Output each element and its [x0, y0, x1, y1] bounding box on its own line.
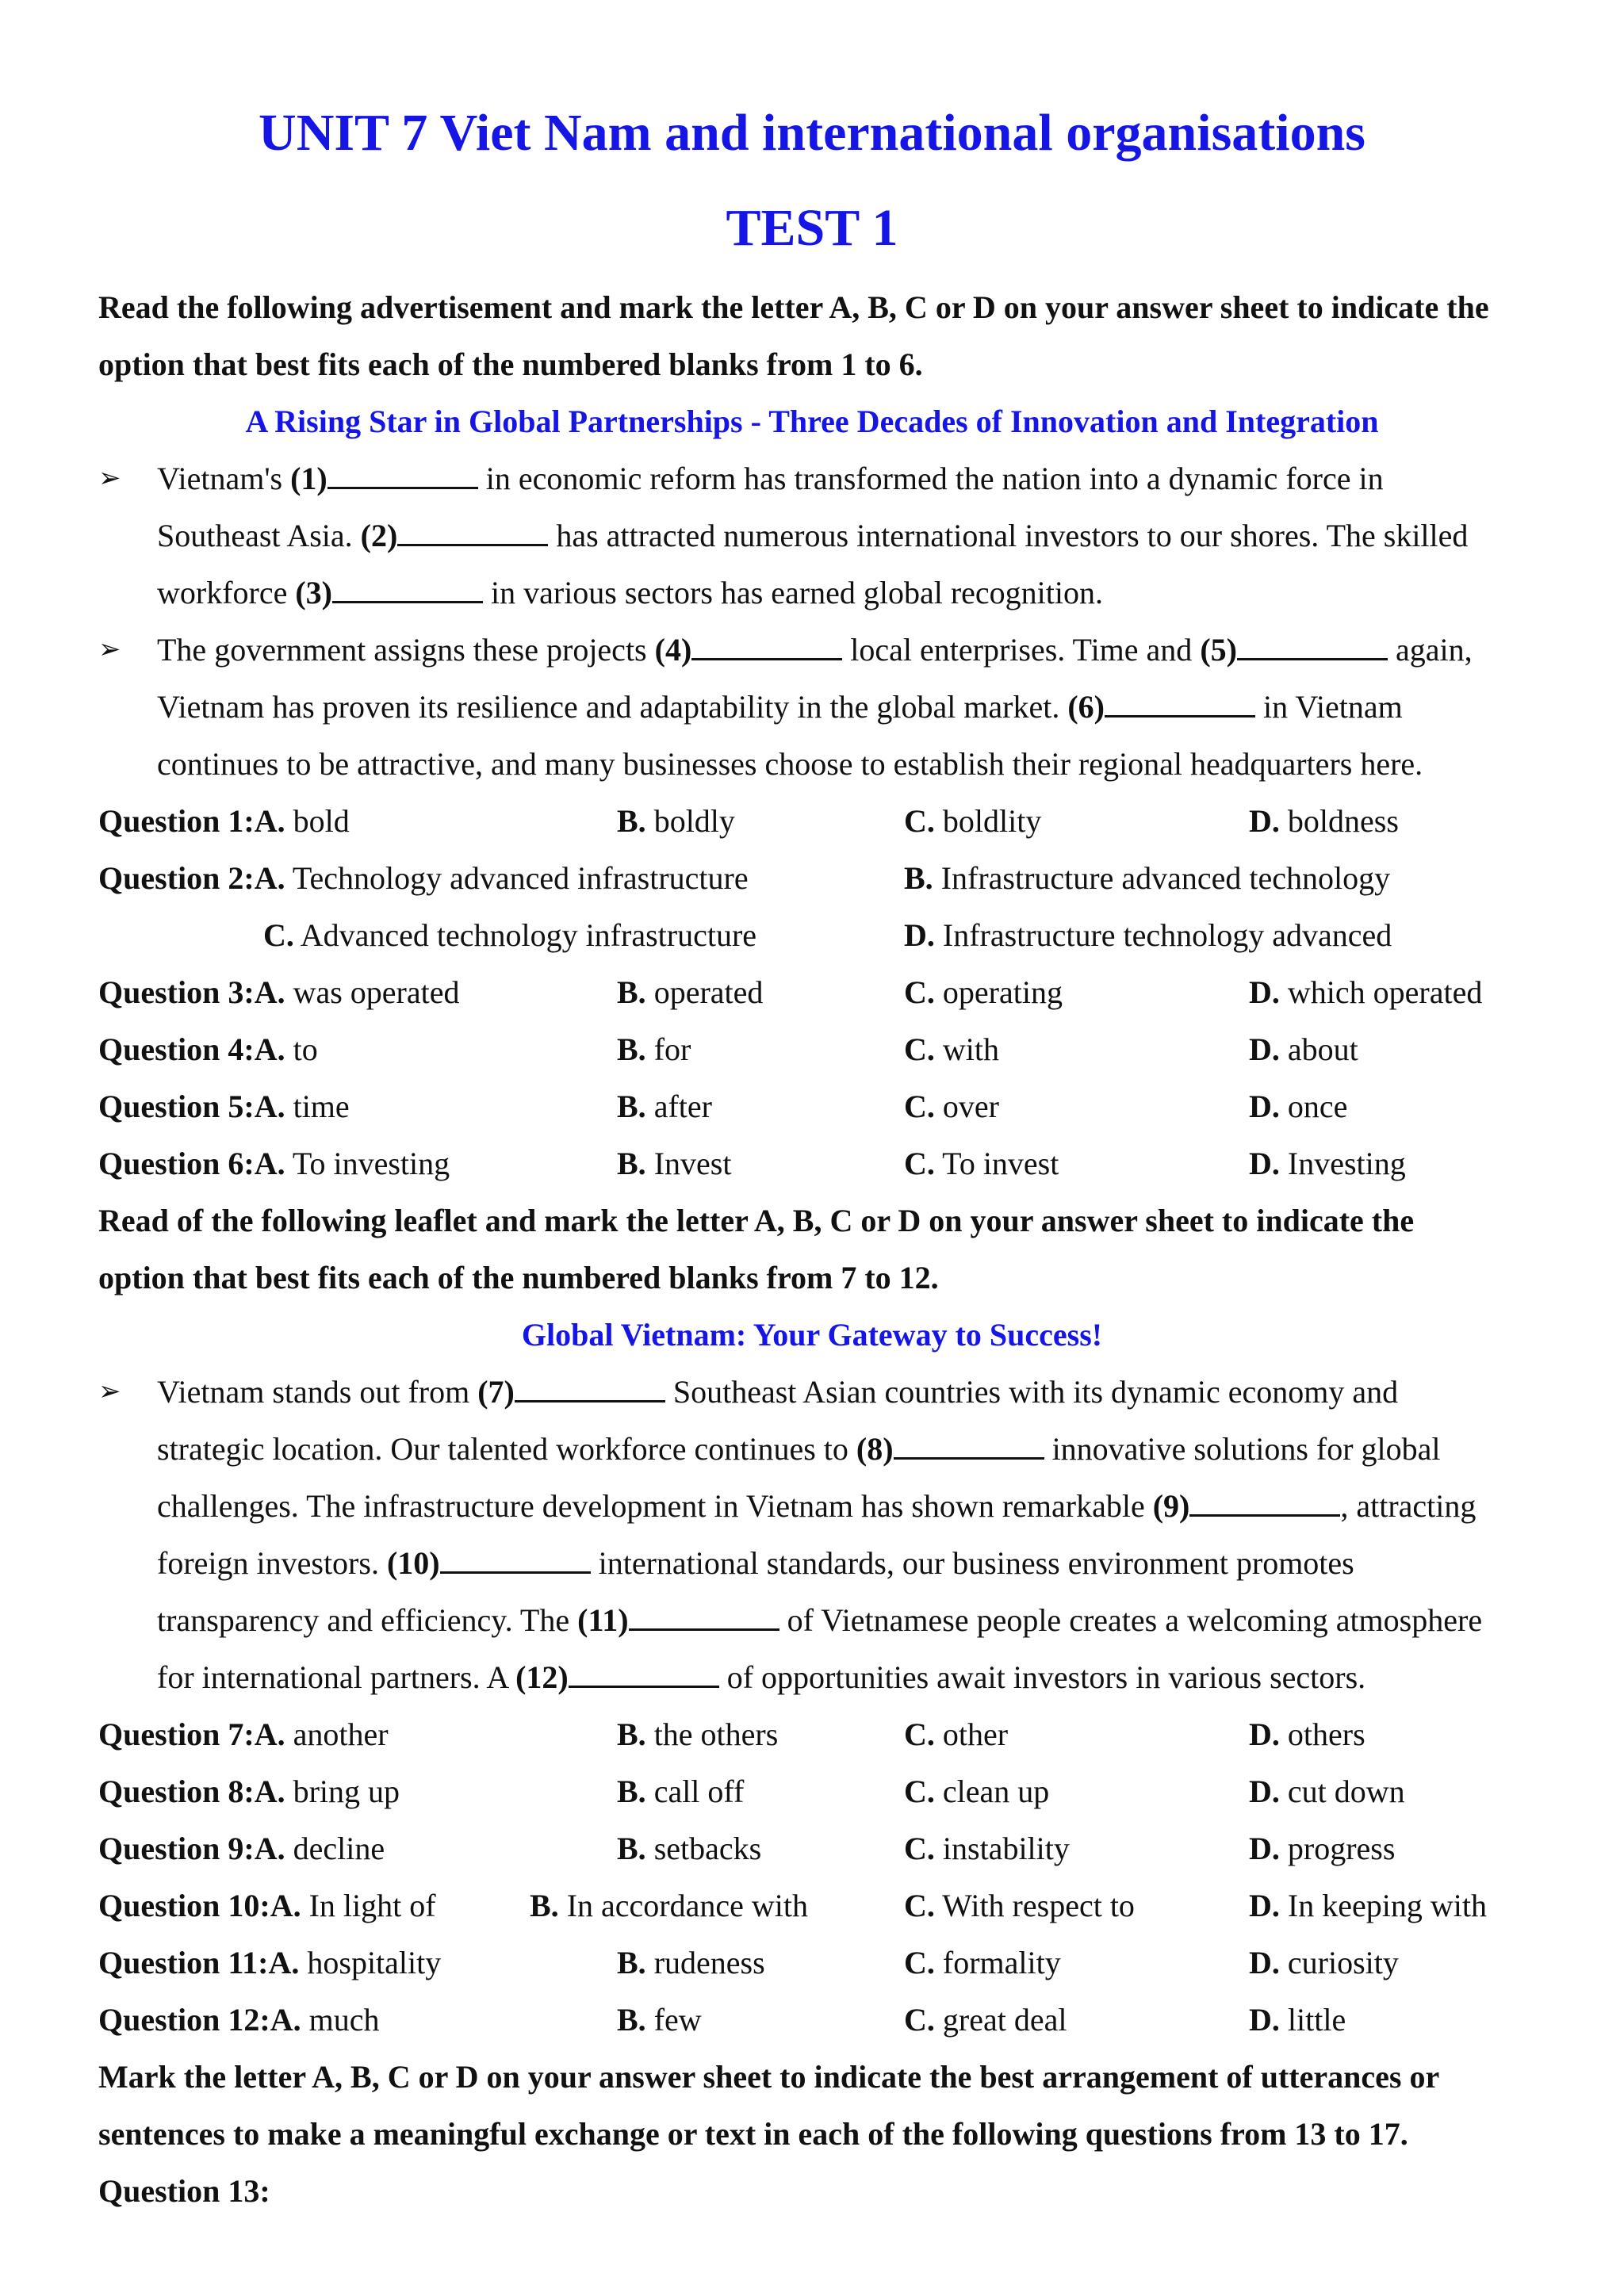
ad-paragraph1-line2: Southeast Asia. (2) has attracted numerous international investors to our shores. The skilled [157, 518, 1469, 553]
blank-11 [629, 1601, 779, 1631]
question-3-option-c[interactable]: C. operating [904, 974, 1063, 1010]
ad-paragraph1-line3: workforce (3) in various sectors has earned global recognition. [157, 575, 1103, 610]
advertisement-heading: A Rising Star in Global Partnerships - Three Decades of Innovation and Integration [245, 404, 1379, 439]
question-2-option-d[interactable]: D. Infrastructure technology advanced [904, 917, 1392, 953]
leaflet-heading: Global Vietnam: Your Gateway to Success! [521, 1317, 1103, 1353]
section1-instruction-line2: option that best fits each of the numbered blanks from 1 to 6. [98, 346, 923, 382]
question-8-option-c[interactable]: C. clean up [904, 1774, 1050, 1809]
question-5-option-b[interactable]: B. after [617, 1089, 712, 1124]
question-9-option-c[interactable]: C. instability [904, 1831, 1070, 1866]
question-5-option-a[interactable]: Question 5:A. time [98, 1089, 350, 1124]
question-9-option-b[interactable]: B. setbacks [617, 1831, 762, 1866]
leaflet-line2: strategic location. Our talented workforce continues to (8) innovative solutions for global [157, 1431, 1441, 1467]
question-7-option-a[interactable]: Question 7:A. another [98, 1716, 389, 1752]
question-4-option-b[interactable]: B. for [617, 1031, 691, 1067]
bullet-arrow-icon: ➢ [98, 635, 121, 664]
question-11-option-b[interactable]: B. rudeness [617, 1945, 765, 1980]
question-9-option-d[interactable]: D. progress [1249, 1831, 1396, 1866]
question-12-option-d[interactable]: D. little [1249, 2002, 1346, 2038]
question-5-option-d[interactable]: D. once [1249, 1089, 1348, 1124]
question-7-option-b[interactable]: B. the others [617, 1716, 779, 1752]
page-title: UNIT 7 Viet Nam and international organisations [259, 104, 1365, 162]
question-2-option-a[interactable]: Question 2:A. Technology advanced infrastructure [98, 860, 749, 896]
bullet-arrow-icon: ➢ [98, 464, 121, 493]
section3-instruction-line1: Mark the letter A, B, C or D on your answer sheet to indicate the best arrangement of utterances or [98, 2059, 1440, 2095]
ad-paragraph2-line3: continues to be attractive, and many businesses choose to establish their regional headquarters here. [157, 746, 1423, 782]
question-1-option-a[interactable]: Question 1:A. bold [98, 803, 350, 839]
question-1-option-d[interactable]: D. boldness [1249, 803, 1399, 839]
leaflet-line1: Vietnam stands out from (7) Southeast Asian countries with its dynamic economy and [157, 1374, 1399, 1410]
question-12-option-a[interactable]: Question 12:A. much [98, 2002, 380, 2038]
question-2-option-c[interactable]: C. Advanced technology infrastructure [263, 917, 757, 953]
blank-4 [691, 631, 842, 660]
blank-9 [1189, 1487, 1340, 1517]
leaflet-line4: foreign investors. (10) international standards, our business environment promotes [157, 1545, 1354, 1581]
question-4-option-a[interactable]: Question 4:A. to [98, 1031, 318, 1067]
leaflet-line3: challenges. The infrastructure development in Vietnam has shown remarkable (9) , attracting [157, 1488, 1477, 1524]
question-8-option-a[interactable]: Question 8:A. bring up [98, 1774, 400, 1809]
blank-8 [894, 1430, 1044, 1460]
question-4-option-d[interactable]: D. about [1249, 1031, 1358, 1067]
blank-12 [569, 1659, 719, 1688]
question-10-option-b[interactable]: B. In accordance with [530, 1888, 808, 1923]
leaflet-line5: transparency and efficiency. The (11) of Vietnamese people creates a welcoming atmosphere [157, 1602, 1483, 1638]
question-9-option-a[interactable]: Question 9:A. decline [98, 1831, 385, 1866]
test-number: TEST 1 [726, 199, 898, 257]
question-8-option-d[interactable]: D. cut down [1249, 1774, 1405, 1809]
blank-1 [327, 460, 478, 489]
ad-paragraph2-line2: Vietnam has proven its resilience and adaptability in the global market. (6) in Vietnam [157, 689, 1403, 725]
question-3-option-b[interactable]: B. operated [617, 974, 764, 1010]
question-10-option-c[interactable]: C. With respect to [904, 1888, 1135, 1923]
blank-7 [515, 1373, 665, 1402]
question-5-option-c[interactable]: C. over [904, 1089, 999, 1124]
section3-instruction-line2: sentences to make a meaningful exchange or text in each of the following questions from 13 to 17. [98, 2116, 1408, 2152]
blank-3 [332, 574, 483, 603]
question-4-option-c[interactable]: C. with [904, 1031, 1000, 1067]
question-3-option-d[interactable]: D. which operated [1249, 974, 1483, 1010]
question-6-option-a[interactable]: Question 6:A. To investing [98, 1146, 450, 1181]
blank-5 [1237, 631, 1388, 660]
bullet-arrow-icon: ➢ [98, 1377, 121, 1406]
blank-2 [397, 517, 548, 546]
question-6-option-b[interactable]: B. Invest [617, 1146, 732, 1181]
question-1-option-b[interactable]: B. boldly [617, 803, 735, 839]
ad-paragraph1-line1: Vietnam's (1) in economic reform has transformed the nation into a dynamic force in [157, 461, 1384, 496]
blank-6 [1105, 688, 1255, 718]
question-8-option-b[interactable]: B. call off [617, 1774, 745, 1809]
question-6-option-d[interactable]: D. Investing [1249, 1146, 1406, 1181]
question-11-option-d[interactable]: D. curiosity [1249, 1945, 1399, 1980]
question-3-option-a[interactable]: Question 3:A. was operated [98, 974, 460, 1010]
question-10-option-a[interactable]: Question 10:A. In light of [98, 1888, 436, 1923]
question-2-option-b[interactable]: B. Infrastructure advanced technology [904, 860, 1391, 896]
question-11-option-c[interactable]: C. formality [904, 1945, 1061, 1980]
question-13-label: Question 13: [98, 2173, 270, 2209]
question-10-option-d[interactable]: D. In keeping with [1249, 1888, 1487, 1923]
question-1-option-c[interactable]: C. boldlity [904, 803, 1042, 839]
question-12-option-c[interactable]: C. great deal [904, 2002, 1067, 2038]
section1-instruction-line1: Read the following advertisement and mark the letter A, B, C or D on your answer sheet to indicate the [98, 289, 1489, 325]
blank-10 [440, 1544, 591, 1574]
question-12-option-b[interactable]: B. few [617, 2002, 702, 2038]
section2-instruction-line1: Read of the following leaflet and mark the letter A, B, C or D on your answer sheet to indicate the [98, 1203, 1415, 1238]
question-7-option-d[interactable]: D. others [1249, 1716, 1365, 1752]
section2-instruction-line2: option that best fits each of the numbered blanks from 7 to 12. [98, 1260, 939, 1295]
ad-paragraph2-line1: The government assigns these projects (4) local enterprises. Time and (5) again, [157, 632, 1473, 668]
question-7-option-c[interactable]: C. other [904, 1716, 1009, 1752]
question-6-option-c[interactable]: C. To invest [904, 1146, 1059, 1181]
question-11-option-a[interactable]: Question 11:A. hospitality [98, 1945, 442, 1980]
leaflet-line6: for international partners. A (12) of opportunities await investors in various sectors. [157, 1659, 1366, 1695]
